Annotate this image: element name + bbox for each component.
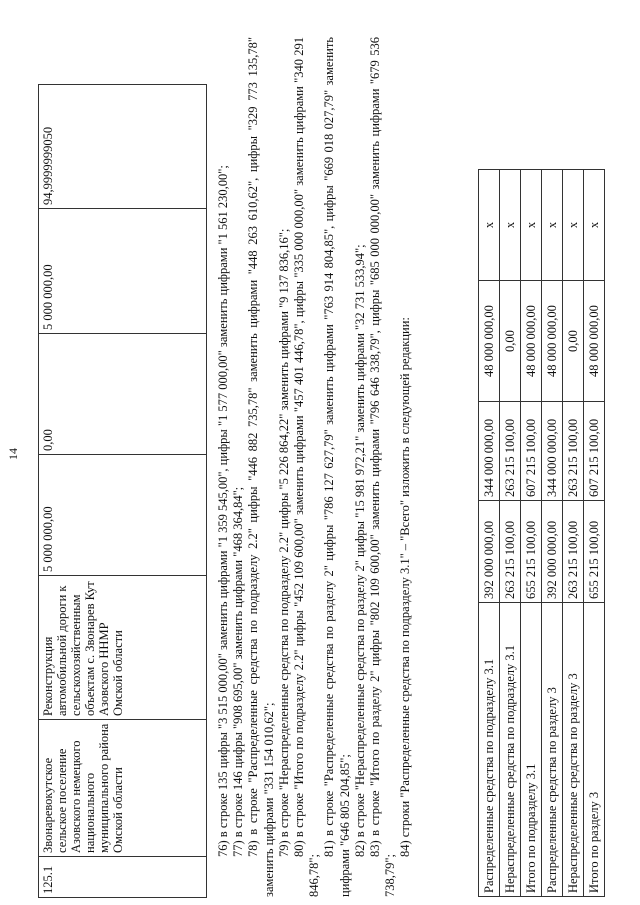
amount-cell: 5 000 000,00 (39, 455, 207, 576)
amendment-item: 78) в строке "Распределенные средства по подразделу 2.2" цифры "446 882 735,78" заменить цифрами "448 263 610,62", цифры "329 773 135,78" заменить цифрами "331 154 010,62"; (246, 37, 276, 897)
table-row (521, 170, 542, 897)
table-row (500, 170, 521, 897)
amount-cell: 48 000 000,00 (584, 281, 605, 402)
row-label: Итого по подразделу 3.1 (521, 603, 542, 897)
amount-cell: 607 215 100,00 (521, 402, 542, 501)
amendment-item: 76) в строке 135 цифры "3 515 000,00" заменить цифрами "1 359 545,00", цифры "1 577 000,00" заменить цифрами "1 561 230,00"; (216, 165, 230, 857)
amendment-item: 84) строки "Распределенные средства по подразделу 3.1" – "Всего" изложить в следующей редакции: (398, 317, 413, 857)
row-number: 125.1 (39, 857, 207, 898)
top-table (38, 84, 207, 898)
x-cell: х (500, 170, 521, 281)
table-row (563, 170, 584, 897)
amount-cell: 48 000 000,00 (479, 281, 500, 402)
table-row (39, 85, 207, 898)
amount-cell: 392 000 000,00 (542, 501, 563, 603)
amendment-item: 81) в строке "Распределенные средства по разделу 2" цифры "786 127 627,79" заменить цифрами "763 914 804,85", цифры "669 018 027,79" заменить цифрами "646 805 204,85"; (322, 37, 352, 897)
row-label: Итого по разделу 3 (584, 603, 605, 897)
row-label: Нераспределенные средства по разделу 3 (563, 603, 584, 897)
amount-cell: 655 215 100,00 (584, 501, 605, 603)
amount-cell: 263 215 100,00 (500, 501, 521, 603)
amount-cell: 5 000 000,00 (39, 209, 207, 334)
amount-cell: 344 000 000,00 (479, 402, 500, 501)
row-label: Распределенные средства по подразделу 3.1 (479, 603, 500, 897)
row-label: Нераспределенные средства по подразделу 3.1 (500, 603, 521, 897)
amendment-item: 77) в строке 146 цифры "908 695,00" заменить цифрами "468 364,84"; (231, 486, 246, 857)
amendment-item: 80) в строке "Итого по подразделу 2.2" цифры "452 109 600,00" заменить цифрами "457 401 446,78", цифры "335 000 000,00" заменить цифрами "340 291 846,78"; (292, 37, 322, 897)
totals-table (478, 169, 605, 897)
x-cell: х (521, 170, 542, 281)
amount-cell: 607 215 100,00 (584, 402, 605, 501)
amount-cell: 392 000 000,00 (479, 501, 500, 603)
row-label: Распределенные средства по разделу 3 (542, 603, 563, 897)
amendment-item: 79) в строке "Нераспределенные средства по подразделу 2.2" цифры "5 226 864,22" заменить цифрами "9 137 836,16"; (276, 228, 291, 857)
page-number: 14 (6, 448, 20, 460)
amount-cell: 344 000 000,00 (542, 402, 563, 501)
amount-cell: 0,00 (39, 334, 207, 455)
amount-cell: 0,00 (500, 281, 521, 402)
amount-cell: 263 215 100,00 (500, 402, 521, 501)
amendment-item: 82) в строке "Нераспределенные средства по разделу 2" цифры "15 981 972,21" заменить цифрами "32 731 533,94"; (352, 244, 367, 857)
x-cell: х (542, 170, 563, 281)
amount-cell: 48 000 000,00 (542, 281, 563, 402)
x-cell: х (479, 170, 500, 281)
table-row (584, 170, 605, 897)
share-cell: 94,9999999050 (39, 85, 207, 209)
object-cell: Реконструкция автомобильной дороги к сельскохозяйственным объектам с. Звонарев Кут Азовского ННМР Омской области (39, 576, 207, 720)
amount-cell: 263 215 100,00 (563, 402, 584, 501)
table-row (479, 170, 500, 897)
municipality-cell: Звонаревокутское сельское поселение Азовского немецкого национального муниципального района Омской области (39, 720, 207, 857)
amount-cell: 263 215 100,00 (563, 501, 584, 603)
amendments-list (216, 37, 414, 897)
amount-cell: 655 215 100,00 (521, 501, 542, 603)
amount-cell: 48 000 000,00 (521, 281, 542, 402)
table-row (542, 170, 563, 897)
amount-cell: 0,00 (563, 281, 584, 402)
amendment-item: 83) в строке "Итого по разделу 2" цифры "802 109 600,00" заменить цифрами "796 646 338,79", цифры "685 000 000,00" заменить цифрами "679 536 738,79"; (368, 37, 398, 897)
x-cell: х (563, 170, 584, 281)
x-cell: х (584, 170, 605, 281)
